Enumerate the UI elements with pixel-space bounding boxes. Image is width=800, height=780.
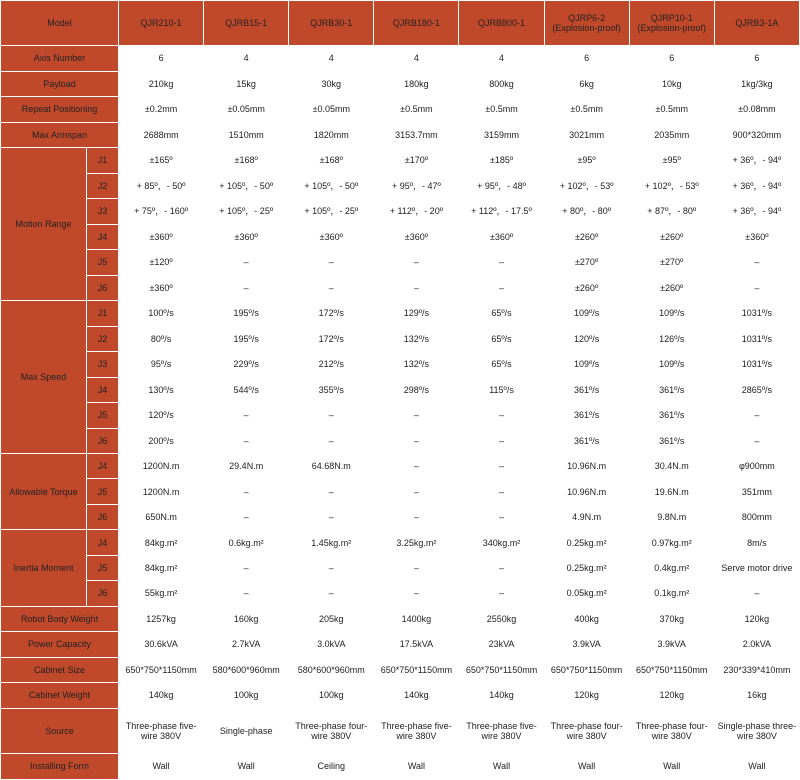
cell: 6 — [629, 46, 714, 71]
cell: 132º/s — [374, 326, 459, 351]
joint-label: J4 — [87, 530, 119, 555]
cell: + 95º，- 48º — [459, 173, 544, 198]
cell: – — [289, 479, 374, 504]
cell: + 95º，- 47º — [374, 173, 459, 198]
cell: 212º/s — [289, 352, 374, 377]
cell: – — [374, 403, 459, 428]
joint-label: J6 — [87, 581, 119, 606]
table-row — [1, 504, 800, 529]
cell: 3.0kVA — [289, 632, 374, 657]
table-row — [1, 657, 800, 682]
cell: ±360º — [119, 275, 204, 300]
cell: – — [459, 504, 544, 529]
cell: 120kg — [629, 683, 714, 708]
joint-label: J1 — [87, 148, 119, 173]
cell: – — [204, 479, 289, 504]
cell: 1kg/3kg — [714, 71, 799, 96]
cell: 30.6kVA — [119, 632, 204, 657]
cell: – — [714, 581, 799, 606]
cell: + 36º，- 94º — [714, 199, 799, 224]
cell: 130º/s — [119, 377, 204, 402]
table-row — [1, 352, 800, 377]
cell: 2.0kVA — [714, 632, 799, 657]
cell: – — [374, 250, 459, 275]
cell: Wall — [204, 754, 289, 780]
cell: 650N.m — [119, 504, 204, 529]
cell: 129º/s — [374, 301, 459, 326]
cell: – — [289, 581, 374, 606]
cell: – — [459, 428, 544, 453]
cell: 17.5kVA — [374, 632, 459, 657]
cell: 10.96N.m — [544, 479, 629, 504]
cell: ±260º — [629, 275, 714, 300]
cell: 0.97kg.m² — [629, 530, 714, 555]
row-label: Payload — [1, 71, 119, 96]
cell: ±260º — [544, 224, 629, 249]
cell: ±120º — [119, 250, 204, 275]
cell: 65º/s — [459, 326, 544, 351]
table-row — [1, 708, 800, 753]
cell: ±360º — [374, 224, 459, 249]
cell: – — [714, 275, 799, 300]
cell: 95º/s — [119, 352, 204, 377]
cell: 351mm — [714, 479, 799, 504]
cell: 210kg — [119, 71, 204, 96]
cell: 2.7kVA — [204, 632, 289, 657]
joint-label: J6 — [87, 428, 119, 453]
cell: 140kg — [459, 683, 544, 708]
joint-label: J5 — [87, 555, 119, 580]
cell: – — [204, 428, 289, 453]
cell: 15kg — [204, 71, 289, 96]
table-row — [1, 224, 800, 249]
cell: Single-phase three-wire 380V — [714, 708, 799, 753]
cell: Wall — [374, 754, 459, 780]
cell: 4 — [289, 46, 374, 71]
table-row — [1, 454, 800, 479]
cell: 3.9kVA — [544, 632, 629, 657]
cell: ±270º — [544, 250, 629, 275]
cell: 400kg — [544, 606, 629, 631]
row-label: Robot Body Weight — [1, 606, 119, 631]
group-label-inertia-moment: Inertia Moment — [1, 530, 87, 606]
cell: 3.25kg.m² — [374, 530, 459, 555]
cell: 100kg — [204, 683, 289, 708]
cell: Three-phase five-wire 380V — [459, 708, 544, 753]
cell: + 102º，- 53º — [629, 173, 714, 198]
cell: – — [459, 555, 544, 580]
cell: 115º/s — [459, 377, 544, 402]
table-row — [1, 683, 800, 708]
cell: 0.25kg.m² — [544, 555, 629, 580]
cell: φ900mm — [714, 454, 799, 479]
cell: 172º/s — [289, 301, 374, 326]
cell: 650*750*1150mm — [544, 657, 629, 682]
cell: ±360º — [119, 224, 204, 249]
cell: Three-phase five-wire 380V — [119, 708, 204, 753]
column-header-5: QJRB800-1 — [459, 1, 544, 46]
row-label: Installing Form — [1, 754, 119, 780]
cell: Single-phase — [204, 708, 289, 753]
cell: – — [204, 403, 289, 428]
cell: Wall — [544, 754, 629, 780]
table-row — [1, 122, 800, 147]
cell: 230*339*410mm — [714, 657, 799, 682]
cell: 370kg — [629, 606, 714, 631]
cell: 340kg.m² — [459, 530, 544, 555]
table-row — [1, 46, 800, 71]
table-row — [1, 428, 800, 453]
cell: 6 — [714, 46, 799, 71]
cell: + 105º，- 25º — [204, 199, 289, 224]
table-row — [1, 97, 800, 122]
cell: 160kg — [204, 606, 289, 631]
cell: 10.96N.m — [544, 454, 629, 479]
cell: – — [459, 479, 544, 504]
cell: + 105º，- 50º — [204, 173, 289, 198]
cell: 126º/s — [629, 326, 714, 351]
cell: + 36º，- 94º — [714, 173, 799, 198]
cell: + 105º，- 25º — [289, 199, 374, 224]
cell: 132º/s — [374, 352, 459, 377]
cell: + 105º，- 50º — [289, 173, 374, 198]
cell: 580*600*960mm — [289, 657, 374, 682]
group-label-motion-range: Motion Range — [1, 148, 87, 301]
cell: – — [204, 275, 289, 300]
cell: 84kg.m² — [119, 555, 204, 580]
cell: + 36º，- 94º — [714, 148, 799, 173]
cell: + 112º，- 17.5º — [459, 199, 544, 224]
cell: 64.68N.m — [289, 454, 374, 479]
cell: 109º/s — [629, 301, 714, 326]
cell: 361º/s — [629, 428, 714, 453]
cell: 30kg — [289, 71, 374, 96]
table-body — [1, 1, 800, 780]
cell: 2035mm — [629, 122, 714, 147]
cell: ±0.5mm — [629, 97, 714, 122]
cell: 80º/s — [119, 326, 204, 351]
cell: 3159mm — [459, 122, 544, 147]
column-header-4: QJRB180-1 — [374, 1, 459, 46]
cell: – — [374, 479, 459, 504]
cell: 298º/s — [374, 377, 459, 402]
cell: 1031º/s — [714, 352, 799, 377]
cell: 580*600*960mm — [204, 657, 289, 682]
cell: 4 — [459, 46, 544, 71]
table-row — [1, 606, 800, 631]
cell: – — [204, 555, 289, 580]
cell: 0.1kg.m² — [629, 581, 714, 606]
cell: 1200N.m — [119, 454, 204, 479]
cell: ±0.2mm — [119, 97, 204, 122]
row-label: Axis Number — [1, 46, 119, 71]
row-label: Cabinet Size — [1, 657, 119, 682]
cell: 109º/s — [544, 301, 629, 326]
row-label: Cabinet Weight — [1, 683, 119, 708]
cell: 100º/s — [119, 301, 204, 326]
cell: 30.4N.m — [629, 454, 714, 479]
cell: – — [459, 275, 544, 300]
cell: Three-phase five-wire 380V — [374, 708, 459, 753]
cell: 650*750*1150mm — [629, 657, 714, 682]
row-label: Max Armspan — [1, 122, 119, 147]
row-label: Source — [1, 708, 119, 753]
cell: ±260º — [544, 275, 629, 300]
cell: ±95º — [629, 148, 714, 173]
cell: ±360º — [714, 224, 799, 249]
cell: – — [289, 504, 374, 529]
cell: 172º/s — [289, 326, 374, 351]
cell: 84kg.m² — [119, 530, 204, 555]
joint-label: J3 — [87, 199, 119, 224]
cell: 1510mm — [204, 122, 289, 147]
cell: ±95º — [544, 148, 629, 173]
cell: 109º/s — [544, 352, 629, 377]
cell: + 112º，- 20º — [374, 199, 459, 224]
joint-label: J5 — [87, 250, 119, 275]
cell: 19.6N.m — [629, 479, 714, 504]
cell: Three-phase four-wire 380V — [544, 708, 629, 753]
cell: ±360º — [459, 224, 544, 249]
table-row — [1, 148, 800, 173]
cell: 1400kg — [374, 606, 459, 631]
cell: 544º/s — [204, 377, 289, 402]
table-row — [1, 377, 800, 402]
cell: 195º/s — [204, 301, 289, 326]
cell: 205kg — [289, 606, 374, 631]
cell: – — [459, 403, 544, 428]
row-label: Power Capacity — [1, 632, 119, 657]
column-header-1: QJR210-1 — [119, 1, 204, 46]
cell: – — [204, 250, 289, 275]
column-header-8: QJRB3-1A — [714, 1, 799, 46]
cell: ±0.5mm — [459, 97, 544, 122]
cell: 1200N.m — [119, 479, 204, 504]
table-row — [1, 326, 800, 351]
cell: 229º/s — [204, 352, 289, 377]
cell: 16kg — [714, 683, 799, 708]
table-header-row — [1, 1, 800, 46]
cell: 4 — [204, 46, 289, 71]
cell: – — [374, 275, 459, 300]
cell: Wall — [119, 754, 204, 780]
cell: ±168º — [289, 148, 374, 173]
cell: – — [204, 581, 289, 606]
cell: 29.4N.m — [204, 454, 289, 479]
table-row — [1, 581, 800, 606]
cell: – — [714, 403, 799, 428]
cell: 3.9kVA — [629, 632, 714, 657]
cell: + 102º，- 53º — [544, 173, 629, 198]
column-header-model: Model — [1, 1, 119, 46]
cell: 6kg — [544, 71, 629, 96]
cell: 1031º/s — [714, 326, 799, 351]
cell: Wall — [629, 754, 714, 780]
cell: – — [374, 504, 459, 529]
cell: 120kg — [544, 683, 629, 708]
cell: ±260º — [629, 224, 714, 249]
cell: 2865º/s — [714, 377, 799, 402]
cell: ±185º — [459, 148, 544, 173]
joint-label: J2 — [87, 173, 119, 198]
cell: 6 — [544, 46, 629, 71]
cell: Serve motor drive — [714, 555, 799, 580]
joint-label: J6 — [87, 275, 119, 300]
cell: – — [374, 428, 459, 453]
cell: 10kg — [629, 71, 714, 96]
row-label: Repeat Positioning — [1, 97, 119, 122]
table-row — [1, 530, 800, 555]
cell: 120kg — [714, 606, 799, 631]
cell: 900*320mm — [714, 122, 799, 147]
cell: 361º/s — [629, 377, 714, 402]
joint-label: J3 — [87, 352, 119, 377]
cell: Wall — [714, 754, 799, 780]
cell: ±0.5mm — [544, 97, 629, 122]
cell: – — [289, 555, 374, 580]
cell: Wall — [459, 754, 544, 780]
cell: – — [714, 250, 799, 275]
cell: + 87º，- 80º — [629, 199, 714, 224]
cell: ±360º — [289, 224, 374, 249]
cell: – — [289, 250, 374, 275]
group-label-max-speed: Max Speed — [1, 301, 87, 454]
cell: ±170º — [374, 148, 459, 173]
cell: 1257kg — [119, 606, 204, 631]
cell: 2550kg — [459, 606, 544, 631]
cell: 0.25kg.m² — [544, 530, 629, 555]
cell: ±0.08mm — [714, 97, 799, 122]
table-row — [1, 555, 800, 580]
cell: 8m/s — [714, 530, 799, 555]
cell: – — [289, 275, 374, 300]
cell: 65º/s — [459, 352, 544, 377]
column-header-2: QJRB15-1 — [204, 1, 289, 46]
table-row — [1, 275, 800, 300]
table-row — [1, 301, 800, 326]
cell: 109º/s — [629, 352, 714, 377]
cell: Three-phase four-wire 380V — [289, 708, 374, 753]
table-row — [1, 173, 800, 198]
cell: 180kg — [374, 71, 459, 96]
cell: Three-phase four-wire 380V — [629, 708, 714, 753]
cell: 0.4kg.m² — [629, 555, 714, 580]
table-row — [1, 199, 800, 224]
cell: – — [204, 504, 289, 529]
cell: – — [289, 428, 374, 453]
cell: + 75º，- 160º — [119, 199, 204, 224]
cell: 4.9N.m — [544, 504, 629, 529]
column-header-7: QJRP10-1 (Explosion-proof) — [629, 1, 714, 46]
table-row — [1, 632, 800, 657]
column-header-6: QJRP6-2 (Explosion-proof) — [544, 1, 629, 46]
cell: – — [289, 403, 374, 428]
joint-label: J4 — [87, 224, 119, 249]
cell: – — [374, 454, 459, 479]
cell: 1031º/s — [714, 301, 799, 326]
cell: 9.8N.m — [629, 504, 714, 529]
cell: 650*750*1150mm — [119, 657, 204, 682]
cell: 140kg — [119, 683, 204, 708]
cell: – — [459, 250, 544, 275]
cell: ±270º — [629, 250, 714, 275]
cell: 120º/s — [544, 326, 629, 351]
cell: 355º/s — [289, 377, 374, 402]
joint-label: J5 — [87, 479, 119, 504]
joint-label: J5 — [87, 403, 119, 428]
cell: 650*750*1150mm — [459, 657, 544, 682]
cell: 140kg — [374, 683, 459, 708]
table-row — [1, 479, 800, 504]
cell: 361º/s — [544, 377, 629, 402]
cell: – — [374, 581, 459, 606]
cell: 55kg.m² — [119, 581, 204, 606]
cell: 361º/s — [544, 403, 629, 428]
cell: – — [459, 454, 544, 479]
joint-label: J4 — [87, 454, 119, 479]
cell: 120º/s — [119, 403, 204, 428]
cell: 1.45kg.m² — [289, 530, 374, 555]
cell: 361º/s — [544, 428, 629, 453]
joint-label: J1 — [87, 301, 119, 326]
cell: 650*750*1150mm — [374, 657, 459, 682]
cell: 0.05kg.m² — [544, 581, 629, 606]
table-row — [1, 71, 800, 96]
cell: ±0.5mm — [374, 97, 459, 122]
cell: ±360º — [204, 224, 289, 249]
cell: 195º/s — [204, 326, 289, 351]
cell: 1820mm — [289, 122, 374, 147]
cell: – — [714, 428, 799, 453]
cell: ±0.05mm — [289, 97, 374, 122]
table-row — [1, 403, 800, 428]
cell: + 85º，- 50º — [119, 173, 204, 198]
cell: 23kVA — [459, 632, 544, 657]
cell: 0.6kg.m² — [204, 530, 289, 555]
cell: 3021mm — [544, 122, 629, 147]
cell: 6 — [119, 46, 204, 71]
cell: + 80º，- 80º — [544, 199, 629, 224]
joint-label: J4 — [87, 377, 119, 402]
cell: Ceiling — [289, 754, 374, 780]
cell: ±168º — [204, 148, 289, 173]
cell: – — [374, 555, 459, 580]
cell: 100kg — [289, 683, 374, 708]
cell: 200º/s — [119, 428, 204, 453]
table-row — [1, 250, 800, 275]
joint-label: J2 — [87, 326, 119, 351]
joint-label: J6 — [87, 504, 119, 529]
table-row — [1, 754, 800, 780]
cell: 2688mm — [119, 122, 204, 147]
cell: ±0.05mm — [204, 97, 289, 122]
cell: 3153.7mm — [374, 122, 459, 147]
cell: 4 — [374, 46, 459, 71]
column-header-3: QJRB30-1 — [289, 1, 374, 46]
cell: 65º/s — [459, 301, 544, 326]
cell: – — [459, 581, 544, 606]
cell: 800mm — [714, 504, 799, 529]
cell: ±165º — [119, 148, 204, 173]
group-label-allowable-torque: Allowable Torque — [1, 454, 87, 530]
cell: 361º/s — [629, 403, 714, 428]
cell: 800kg — [459, 71, 544, 96]
